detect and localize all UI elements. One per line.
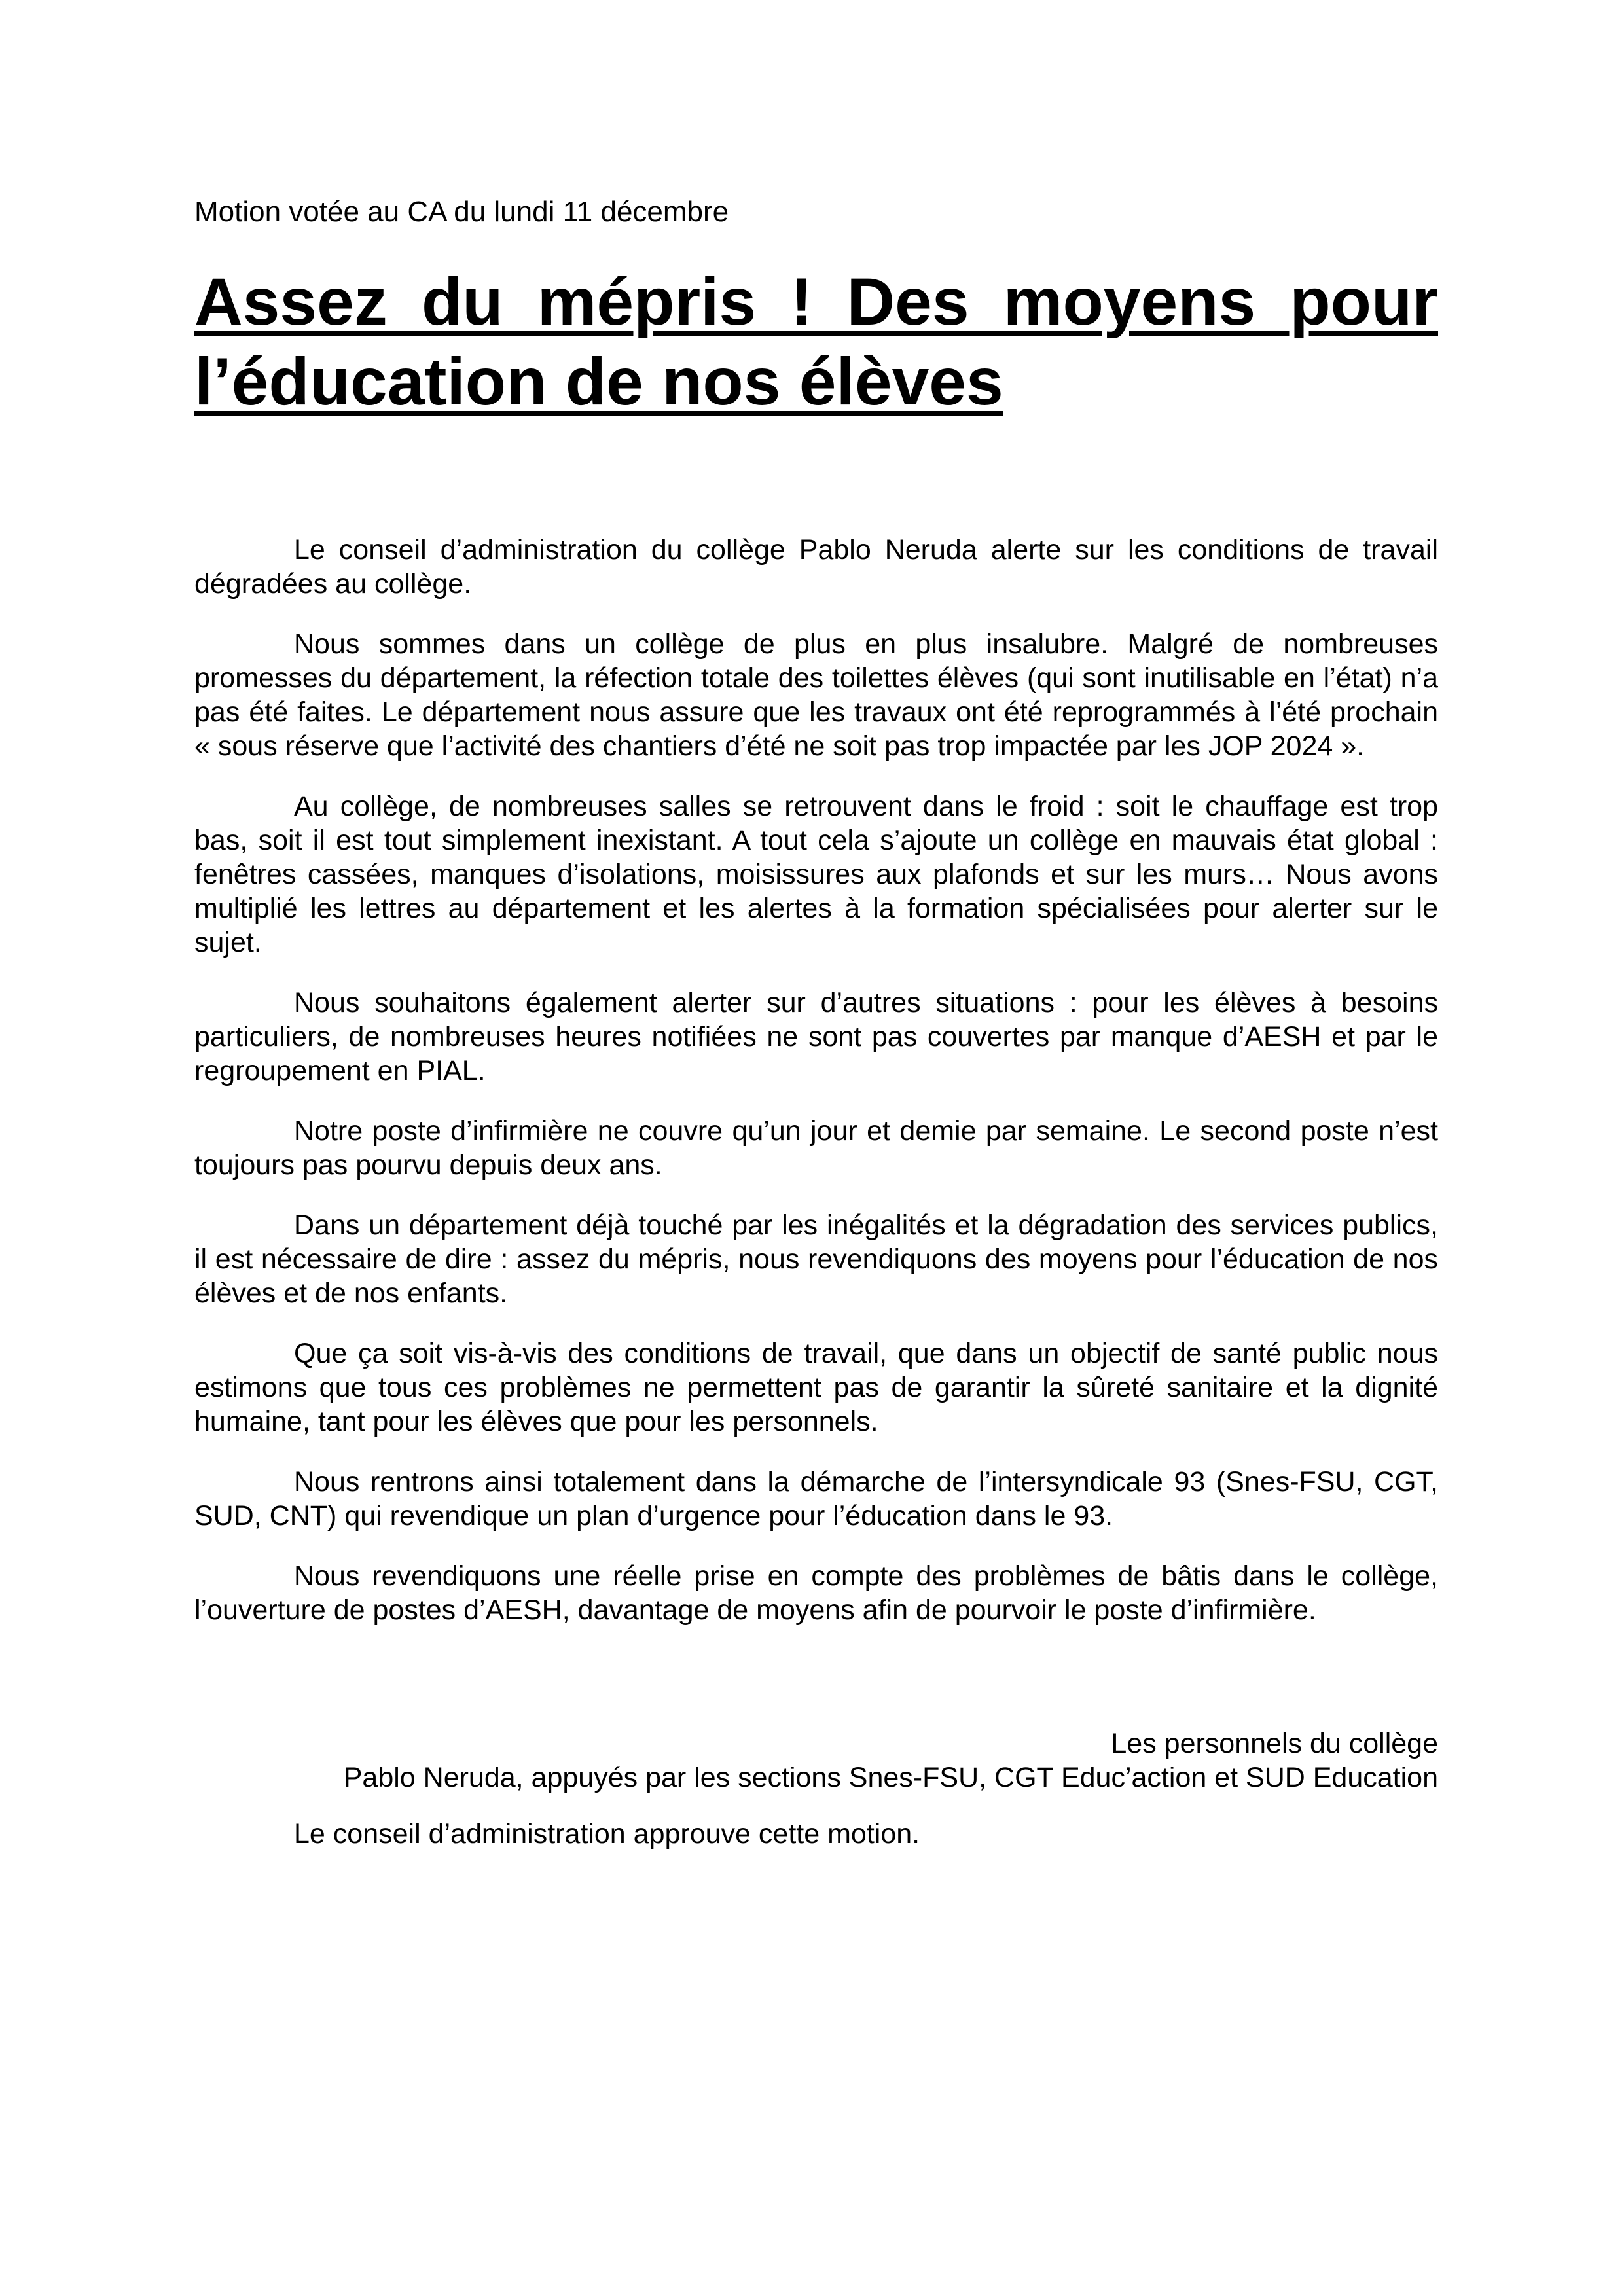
paragraph: Que ça soit vis-à-vis des conditions de travail, que dans un objectif de santé public nous estimons que tous ces problèmes ne permettent pas de garantir la sûreté sanitaire et la dignité humaine, tant pour les élèves que pour les personnels. xyxy=(194,1338,1438,1437)
paragraph: Au collège, de nombreuses salles se retrouvent dans le froid : soit le chauffage est trop bas, soit il est tout simplement inexistant. A tout cela s’ajoute un collège en mauvais état global : fenêtres cassées, manques d’isolations, moisissures aux plafonds et sur les murs… Nous avons multiplié les lettres au département et les alertes à la formation spécialisées pour alerter sur le sujet. xyxy=(194,791,1438,958)
paragraph: Le conseil d’administration du collège Pablo Neruda alerte sur les conditions de travail dégradées au collège. xyxy=(194,534,1438,600)
paragraph: Nous rentrons ainsi totalement dans la démarche de l’intersyndicale 93 (Snes-FSU, CGT, SUD, CNT) qui revendique un plan d’urgence pour l’éducation dans le 93. xyxy=(194,1466,1438,1532)
signature-line-2: Pablo Neruda, appuyés par les sections Snes-FSU, CGT Educ’action et SUD Education xyxy=(343,1762,1438,1793)
signature-line-1: Les personnels du collège xyxy=(1111,1728,1438,1759)
document-title: Assez du mépris ! Des moyens pour l’éducation de nos élèves xyxy=(194,264,1438,419)
document-body xyxy=(194,533,1438,1653)
paragraph: Dans un département déjà touché par les inégalités et la dégradation des services publics, il est nécessaire de dire : assez du mépris, nous revendiquons des moyens pour l’éducation de nos élèves et de nos enfants. xyxy=(194,1210,1438,1309)
motion-date-line: Motion votée au CA du lundi 11 décembre xyxy=(194,196,729,228)
paragraph: Nous revendiquons une réelle prise en compte des problèmes de bâtis dans le collège, l’ouverture de postes d’AESH, davantage de moyens afin de pourvoir le poste d’infirmière. xyxy=(194,1560,1438,1626)
paragraph: Notre poste d’infirmière ne couvre qu’un jour et demie par semaine. Le second poste n’est toujours pas pourvu depuis deux ans. xyxy=(194,1115,1438,1181)
paragraph: Nous souhaitons également alerter sur d’autres situations : pour les élèves à besoins particuliers, de nombreuses heures notifiées ne sont pas couvertes par manque d’AESH et par le regroupement en PIAL. xyxy=(194,987,1438,1086)
approval-statement: Le conseil d’administration approuve cette motion. xyxy=(294,1818,920,1850)
signature-block xyxy=(194,1727,1438,1795)
paragraph: Nous sommes dans un collège de plus en plus insalubre. Malgré de nombreuses promesses du département, la réfection totale des toilettes élèves (qui sont inutilisable en l’état) n’a pas été faites. Le département nous assure que les travaux ont été reprogrammés à l’été prochain « sous réserve que l’activité des chantiers d’été ne soit pas trop impactée par les JOP 2024 ». xyxy=(194,628,1438,762)
